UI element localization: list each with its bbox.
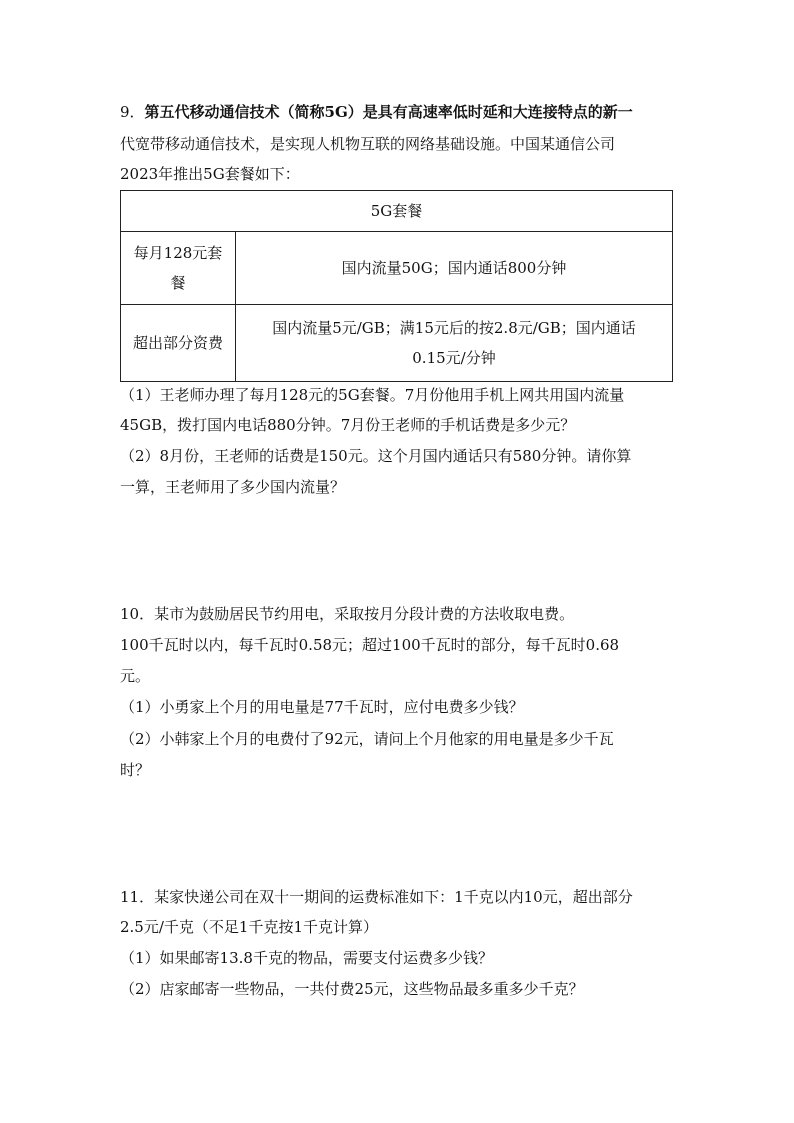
table-row-value-overage <box>236 305 673 382</box>
q10-line-3: 元。 <box>120 667 151 685</box>
table-row <box>121 305 673 382</box>
q9-part2-line-2: 一算，王老师用了多少国内流量？ <box>120 478 346 496</box>
table-row-label-monthly <box>121 232 236 305</box>
q10-line-1: 10．某市为鼓励居民节约用电，采取按月分段计费的方法收取电费。 <box>120 605 575 623</box>
table-header-row <box>121 191 673 232</box>
q9-part1-line-2: 45GB，拨打国内电话880分钟。7月份王老师的手机话费是多少元？ <box>120 416 576 434</box>
q9-part1-line-1: （1）王老师办理了每月128元的5G套餐。7月份他用手机上网共用国内流量 <box>120 386 625 404</box>
table-row-value-monthly: 国内流量50G；国内通话800分钟 <box>236 232 673 305</box>
q10-part2-line-2: 时？ <box>120 761 151 779</box>
q11-part1: （1）如果邮寄13.8千克的物品，需要支付运费多少钱？ <box>120 949 493 967</box>
q11-line-1: 11．某家快递公司在双十一期间的运费标准如下：1千克以内10元，超出部分 <box>120 888 633 906</box>
q10-part1: （1）小勇家上个月的用电量是77千瓦时，应付电费多少钱？ <box>120 698 524 716</box>
q9-part2-line-1: （2）8月份，王老师的话费是150元。这个月国内通话只有580分钟。请你算 <box>120 447 632 465</box>
q9-line-2: 代宽带移动通信技术，是实现人机物互联的网络基础设施。中国某通信公司 <box>120 135 616 153</box>
q10-line-2: 100千瓦时以内，每千瓦时0.58元；超过100千瓦时的部分，每千瓦时0.68 <box>120 636 620 654</box>
row2-value-part-a: 国内流量5元/GB；满15元后的按2.8元/GB；国内通话 <box>272 319 636 337</box>
5g-plan-table <box>120 190 673 382</box>
q9-stem-text: 第五代移动通信技术（简称5G）是具有高速率低时延和大连接特点的新一 <box>144 103 633 121</box>
q9-line-1 <box>120 102 633 122</box>
table-row-label-overage: 超出部分资费 <box>121 305 236 382</box>
table-row <box>121 232 673 305</box>
q9-number: 9． <box>120 103 145 121</box>
row2-value-part-b: 0.15元/分钟 <box>412 349 496 367</box>
q9-line-3: 2023年推出5G套餐如下： <box>120 165 300 183</box>
row1-label-part-a: 每月128元套 <box>133 244 223 262</box>
q11-part2: （2）店家邮寄一些物品，一共付费25元，这些物品最多重多少千克？ <box>120 980 584 998</box>
table-title: 5G套餐 <box>121 191 673 232</box>
row1-label-part-b: 餐 <box>170 274 186 292</box>
q11-line-2: 2.5元/千克（不足1千克按1千克计算） <box>120 918 378 936</box>
q10-part2-line-1: （2）小韩家上个月的电费付了92元，请问上个月他家的用电量是多少千瓦 <box>120 730 614 748</box>
